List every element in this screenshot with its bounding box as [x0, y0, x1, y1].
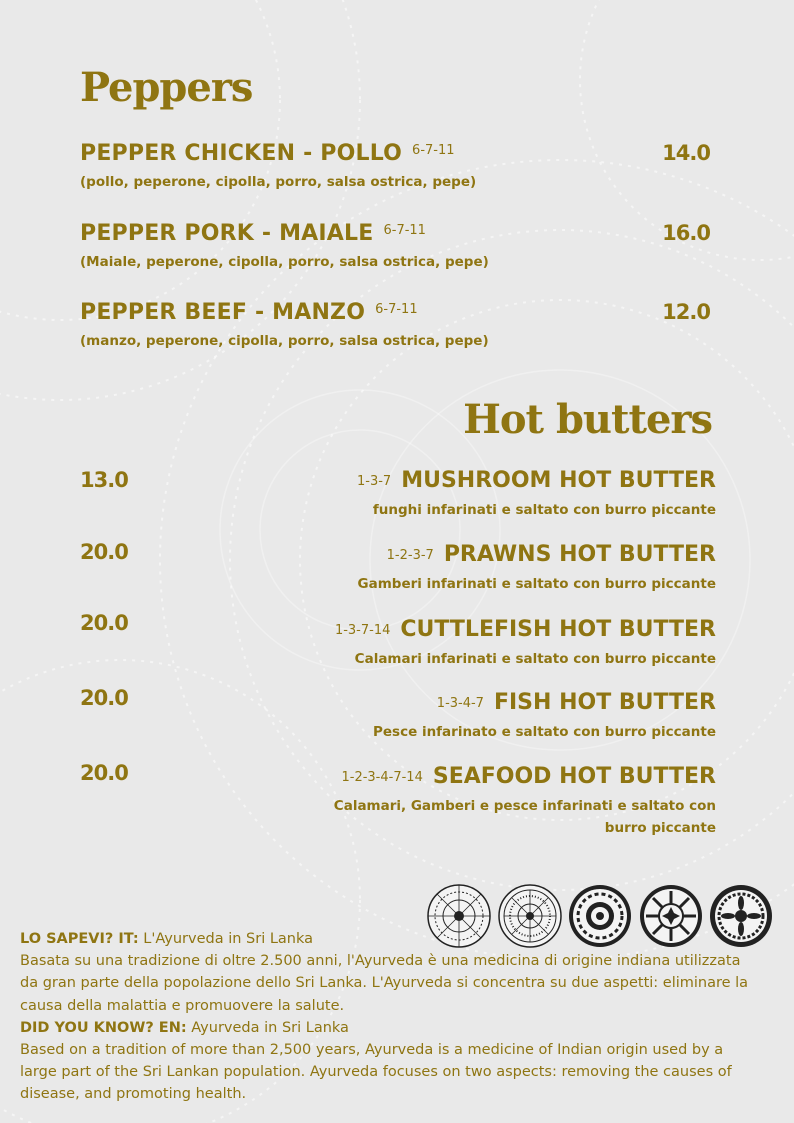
menu-item-name: PEPPER CHICKEN - POLLO [80, 141, 403, 166]
allergen-codes: 6-7-11 [412, 143, 455, 158]
info-it-label: LO SAPEVI? IT: [20, 931, 139, 947]
menu-item-price: 20.0 [80, 686, 128, 710]
menu-item-price: 20.0 [80, 611, 128, 635]
menu-item-price: 20.0 [80, 540, 128, 564]
menu-item-price: 20.0 [80, 761, 128, 785]
allergen-codes: 1-2-3-4-7-14 [341, 770, 423, 785]
info-it-text: Basata su una tradizione di oltre 2.500 anni, l'Ayurveda è una medicina di origine indiana utilizzata da gran parte della popolazione dello Sri Lanka. L'Ayurveda si concentra su due aspetti: eliminare la causa della malattia e promuovere la salute. [20, 953, 749, 1014]
menu-item-pepper-chicken [80, 141, 714, 190]
menu-item-description: Calamari infarinati e saltato con burro piccante [354, 651, 716, 667]
menu-item-price: 13.0 [80, 468, 128, 492]
menu-item-name: CUTTLEFISH HOT BUTTER [400, 617, 716, 642]
menu-item-name: FISH HOT BUTTER [493, 690, 716, 715]
info-en-title: Ayurveda in Sri Lanka [186, 1019, 349, 1036]
hot-butters-section-title: Hot butters [463, 396, 712, 443]
allergen-codes: 1-3-7 [356, 474, 392, 489]
menu-item-cuttlefish-hot-butter [246, 617, 716, 670]
menu-item-price: 14.0 [662, 141, 710, 165]
menu-item-mushroom-hot-butter [246, 468, 716, 521]
allergen-codes: 1-3-7-14 [334, 623, 391, 638]
menu-item-name: PEPPER PORK - MAIALE [80, 221, 374, 246]
menu-item-description: (pollo, peperone, cipolla, porro, salsa ostrica, pepe) [80, 174, 477, 190]
menu-item-prawns-hot-butter [246, 542, 716, 595]
allergen-codes: 6-7-11 [383, 223, 426, 238]
info-en-label: DID YOU KNOW? EN: [20, 1019, 187, 1036]
menu-item-name: MUSHROOM HOT BUTTER [401, 468, 716, 493]
menu-item-price: 12.0 [662, 300, 710, 324]
menu-item-pepper-beef [80, 300, 714, 349]
menu-item-description: (Maiale, peperone, cipolla, porro, salsa ostrica, pepe) [80, 254, 489, 270]
menu-item-description: Calamari, Gamberi e pesce infarinati e saltato con burro piccante [333, 798, 716, 836]
allergen-codes: 1-2-3-7 [386, 548, 434, 563]
menu-item-name: PRAWNS HOT BUTTER [443, 542, 716, 567]
menu-item-description: Pesce infarinato e saltato con burro piccante [373, 724, 716, 740]
menu-item-seafood-hot-butter [316, 764, 716, 839]
menu-item-description: (manzo, peperone, cipolla, porro, salsa ostrica, pepe) [80, 333, 489, 349]
info-en-text: Based on a tradition of more than 2,500 years, Ayurveda is a medicine of Indian origin used by a large part of the Sri Lankan population. Ayurveda focuses on two aspects: removing the causes of disease, and promoting health. [20, 1042, 732, 1103]
menu-item-price: 16.0 [662, 221, 710, 245]
info-it-title: L'Ayurveda in Sri Lanka [138, 931, 314, 947]
menu-item-description: funghi infarinati e saltato con burro piccante [372, 502, 716, 518]
menu-item-pepper-pork [80, 221, 714, 270]
allergen-codes: 1-3-4-7 [436, 696, 484, 711]
menu-item-fish-hot-butter [246, 690, 716, 743]
menu-item-name: SEAFOOD HOT BUTTER [432, 764, 716, 789]
ayurveda-info [20, 928, 760, 1106]
peppers-section-title: Peppers [80, 64, 253, 111]
allergen-codes: 6-7-11 [375, 302, 418, 317]
menu-item-name: PEPPER BEEF - MANZO [80, 300, 366, 325]
menu-item-description: Gamberi infarinati e saltato con burro piccante [357, 576, 716, 592]
